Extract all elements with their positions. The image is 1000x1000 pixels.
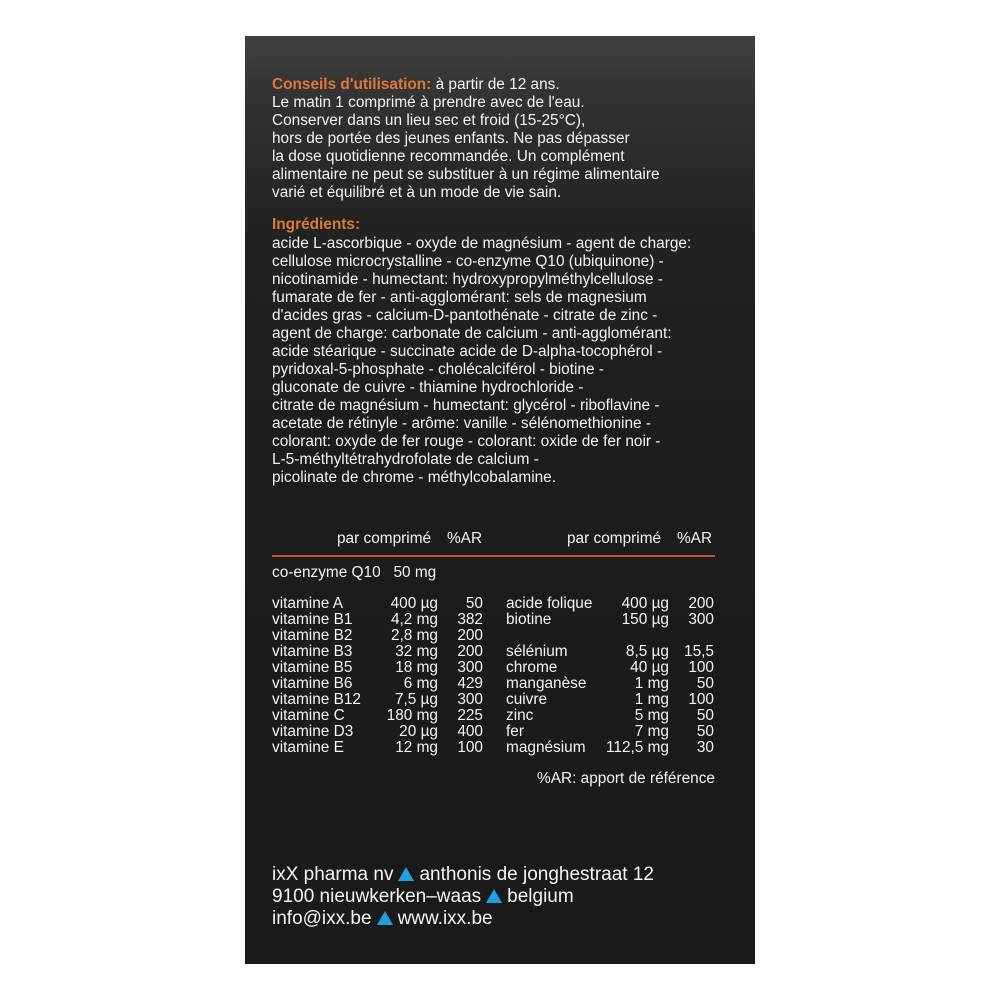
nutrient-ar: 225 <box>457 707 483 724</box>
address-line-1 <box>272 864 654 886</box>
nutrient-amount: 8,5 µg <box>625 643 669 660</box>
ingredients-block <box>272 235 691 487</box>
address-line-3 <box>272 908 493 930</box>
nutrient-name: vitamine B1 <box>272 611 353 628</box>
email-link[interactable]: info@ixx.be <box>272 908 372 929</box>
nutrient-name: vitamine B12 <box>272 691 361 708</box>
nutrient-amount: 32 mg <box>395 643 438 660</box>
triangle-icon <box>398 867 414 881</box>
ingredient-line: pyridoxal-5-phosphate - cholécalciférol - biotine - <box>272 361 604 378</box>
usage-block <box>272 76 660 202</box>
nutrient-amount: 18 mg <box>395 659 438 676</box>
nutrient-ar: 50 <box>696 723 714 740</box>
header-per-tablet-right: par comprimé <box>567 530 662 547</box>
nutrient-amount: 7,5 µg <box>394 691 438 708</box>
nutrient-name: manganèse <box>506 675 587 692</box>
usage-line-0: à partir de 12 ans. <box>431 76 560 93</box>
triangle-icon <box>377 911 393 925</box>
ingredient-line: L-5-méthyltétrahydrofolate de calcium - <box>272 451 539 468</box>
nutrient-amount: 180 mg <box>386 707 438 724</box>
nutrient-name: chrome <box>506 659 558 676</box>
nutrient-name: vitamine B5 <box>272 659 353 676</box>
ingredient-line: d'acides gras - calcium-D-pantothénate - citrate de zinc - <box>272 307 658 324</box>
nutrient-amount: 1 mg <box>634 675 669 692</box>
triangle-icon <box>486 889 502 903</box>
ingredient-line: acide stéarique - succinate acide de D-alpha-tocophérol - <box>272 343 663 360</box>
ingredient-line: agent de charge: carbonate de calcium - anti-agglomérant: <box>272 325 672 342</box>
nutrient-ar: 200 <box>688 595 714 612</box>
usage-line: Le matin 1 comprimé à prendre avec de l'eau. <box>272 94 585 111</box>
header-ar-left: %AR <box>447 530 483 547</box>
street: anthonis de jonghestraat 12 <box>419 864 654 885</box>
nutrient-ar: 100 <box>688 691 714 708</box>
company-name: ixX pharma nv <box>272 864 394 885</box>
nutrient-name: sélénium <box>506 643 568 660</box>
ingredients-heading: Ingrédients: <box>272 216 361 233</box>
ingredient-line: acetate de rétinyle - arôme: vanille - sélénomethionine - <box>272 415 651 432</box>
nutrient-ar: 200 <box>457 643 483 660</box>
ingredient-line: gluconate de cuivre - thiamine hydrochloride - <box>272 379 584 396</box>
nutrient-name: vitamine B2 <box>272 627 353 644</box>
nutrient-amount: 2,8 mg <box>390 627 438 644</box>
nutrient-amount: 12 mg <box>395 739 438 756</box>
ar-legend: %AR: apport de référence <box>537 770 715 787</box>
nutrient-ar: 100 <box>457 739 483 756</box>
product-label-panel <box>245 36 755 964</box>
address-line-2 <box>272 886 574 908</box>
nutrient-ar: 300 <box>457 659 483 676</box>
nutrient-amount: 40 µg <box>630 659 669 676</box>
nutrient-name: vitamine D3 <box>272 723 354 740</box>
nutrient-ar: 300 <box>457 691 483 708</box>
nutrient-name: vitamine B6 <box>272 675 353 692</box>
nutrient-ar: 50 <box>696 707 714 724</box>
ingredient-line: fumarate de fer - anti-agglomérant: sels de magnesium <box>272 289 647 306</box>
usage-line: Conserver dans un lieu sec et froid (15-25°C), <box>272 112 586 129</box>
nutrient-amount: 7 mg <box>634 723 669 740</box>
usage-line: varié et équilibré et à un mode de vie sain. <box>272 184 562 201</box>
nutrient-ar: 400 <box>457 723 483 740</box>
ingredient-line: colorant: oxyde de fer rouge - colorant: oxide de fer noir - <box>272 433 661 450</box>
ingredient-line: acide L-ascorbique - oxyde de magnésium - agent de charge: <box>272 235 692 252</box>
nutrient-name: fer <box>506 723 524 740</box>
usage-line: la dose quotidienne recommandée. Un complément <box>272 148 625 165</box>
usage-heading: Conseils d'utilisation: <box>272 76 432 93</box>
nutrient-name: biotine <box>506 611 552 628</box>
ingredient-line: citrate de magnésium - humectant: glycérol - riboflavine - <box>272 397 660 414</box>
nutrient-amount: 112,5 mg <box>605 739 669 756</box>
nutrient-amount: 1 mg <box>634 691 669 708</box>
coenzyme-row: co-enzyme Q10 50 mg <box>272 564 437 581</box>
nutrient-amount: 6 mg <box>403 675 438 692</box>
nutrient-ar: 300 <box>688 611 714 628</box>
nutrient-amount: 400 µg <box>621 595 669 612</box>
nutrient-ar: 429 <box>457 675 483 692</box>
nutrient-ar: 15,5 <box>684 643 714 660</box>
ingredient-line: nicotinamide - humectant: hydroxypropylméthylcellulose - <box>272 271 663 288</box>
nutrient-ar: 200 <box>457 627 483 644</box>
nutrient-name: cuivre <box>506 691 548 708</box>
table-divider <box>272 555 715 557</box>
city: 9100 nieuwkerken–waas <box>272 886 482 907</box>
nutrient-name: vitamine C <box>272 707 345 724</box>
nutrient-amount: 5 mg <box>634 707 669 724</box>
usage-line: hors de portée des jeunes enfants. Ne pas dépasser <box>272 130 630 147</box>
website-link[interactable]: www.ixx.be <box>397 908 493 929</box>
ingredient-line: picolinate de chrome - méthylcobalamine. <box>272 469 557 486</box>
nutrient-ar: 50 <box>465 595 483 612</box>
nutrient-amount: 4,2 mg <box>390 611 438 628</box>
nutrient-name: acide folique <box>506 595 593 612</box>
nutrient-amount: 20 µg <box>399 723 438 740</box>
nutrient-name: vitamine A <box>272 595 344 612</box>
nutrient-name: vitamine B3 <box>272 643 353 660</box>
nutrient-amount: 400 µg <box>390 595 438 612</box>
header-per-tablet-left: par comprimé <box>337 530 432 547</box>
nutrient-name: magnésium <box>506 739 586 756</box>
nutrient-name: zinc <box>506 707 534 724</box>
country: belgium <box>507 886 574 907</box>
ingredient-line: cellulose microcrystalline - co-enzyme Q10 (ubiquinone) - <box>272 253 664 270</box>
nutrient-amount: 150 µg <box>621 611 669 628</box>
usage-line: alimentaire ne peut se substituer à un régime alimentaire <box>272 166 660 183</box>
nutrient-ar: 50 <box>696 675 714 692</box>
nutrient-ar: 382 <box>457 611 483 628</box>
nutrient-ar: 30 <box>696 739 714 756</box>
nutrient-ar: 100 <box>688 659 714 676</box>
header-ar-right: %AR <box>677 530 713 547</box>
nutrient-name: vitamine E <box>272 739 344 756</box>
